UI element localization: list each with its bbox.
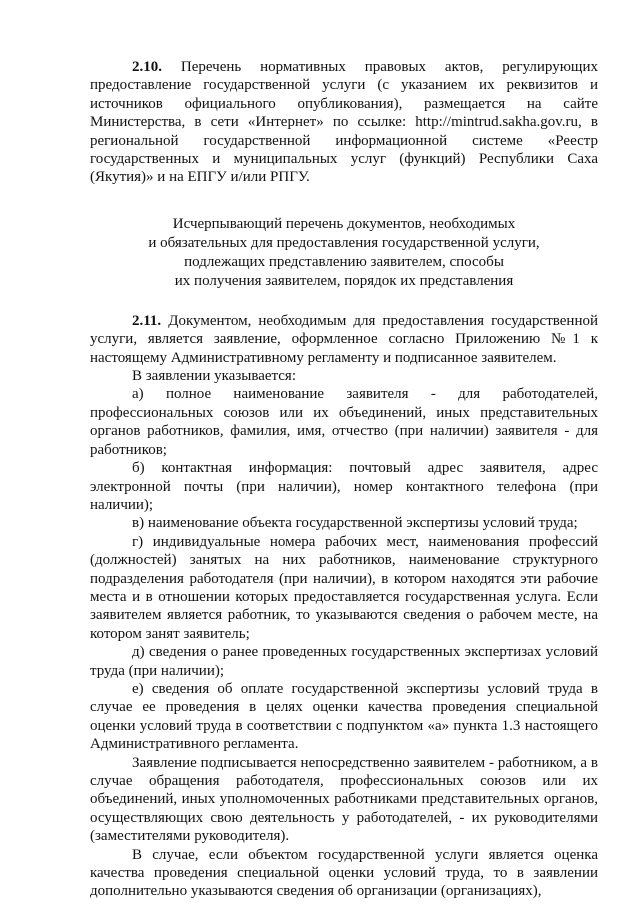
paragraph-text: Документом, необходимым для предоставления государственной услуги, является заявление, оформленное согласно Приложению №1 к настоящему Административному регламенту и подписанное заявителем. — [90, 312, 598, 366]
section-heading — [90, 215, 598, 291]
heading-line: Исчерпывающий перечень документов, необходимых — [172, 215, 516, 232]
list-item-e: е) сведения об оплате государственной экспертизы условий труда в случае ее проведения в целях оценки качества проведения специальной оценки условий труда в соответствии с подпунктом «а» пункта 1.3 настоящего Административного регламента. — [90, 680, 598, 753]
paragraph-2-10 — [90, 58, 598, 187]
heading-line: и обязательных для предоставления государственной услуги, — [148, 234, 540, 251]
paragraph-case: В случае, если объектом государственной услуги является оценка качества проведения специальной оценки условий труда, то в заявлении дополнительно указываются сведения об организации (организациях), — [90, 846, 598, 900]
paragraph-text: Перечень нормативных правовых актов, регулирующих предоставление государственной услуги (с указанием их реквизитов и источников официального опубликования), размещается на сайте Министерства, в сети «Интернет» по ссылке: http://mintrud.sakha.gov.ru, в региональной государственной информационной системе «Реестр государственных и муниципальных услуг (функций) Республики Саха (Якутия)» и на ЕПГУ и/или РПГУ. — [90, 59, 598, 186]
section-number: 2.11. — [132, 312, 162, 329]
list-item-v: в) наименование объекта государственной экспертизы условий труда; — [132, 515, 578, 532]
list-item-d: д) сведения о ранее проведенных государственных экспертизах условий труда (при наличии); — [90, 644, 598, 679]
list-item-g: г) индивидуальные номера рабочих мест, наименования профессий (должностей) занятых на них работников, наименование структурного подразделения работодателя (при наличии), в котором находятся эти рабочие места и в отношении которых предоставляется государственная услуга. Если заявителем является работник, то указываются сведения о рабочем месте, на котором занят заявитель; — [90, 533, 598, 642]
heading-line: подлежащих представлению заявителем, способы — [184, 253, 504, 270]
section-number: 2.10. — [132, 59, 162, 75]
list-item-b: б) контактная информация: почтовый адрес заявителя, адрес электронной почты (при наличии), номер контактного телефона (при наличии); — [90, 460, 598, 513]
list-intro: В заявлении указывается: — [132, 368, 296, 385]
list-item-a: а) полное наименование заявителя - для работодателей, профессиональных союзов или их объединений, иных представительных органов работников, фамилия, имя, отчество (при наличии) заявителя - для работников; — [90, 386, 598, 458]
document-page — [90, 58, 598, 901]
paragraph-signing: Заявление подписывается непосредственно заявителем - работником, а в случае обращения работодателя, профессиональных союзов или их объединений, иных уполномоченных работниками представительных органов, осуществляющих свою деятельность у работодателей, - их руководителями (заместителями руководителя). — [90, 754, 598, 845]
paragraph-2-11 — [90, 312, 598, 367]
heading-line: их получения заявителем, порядок их представления — [174, 272, 514, 289]
